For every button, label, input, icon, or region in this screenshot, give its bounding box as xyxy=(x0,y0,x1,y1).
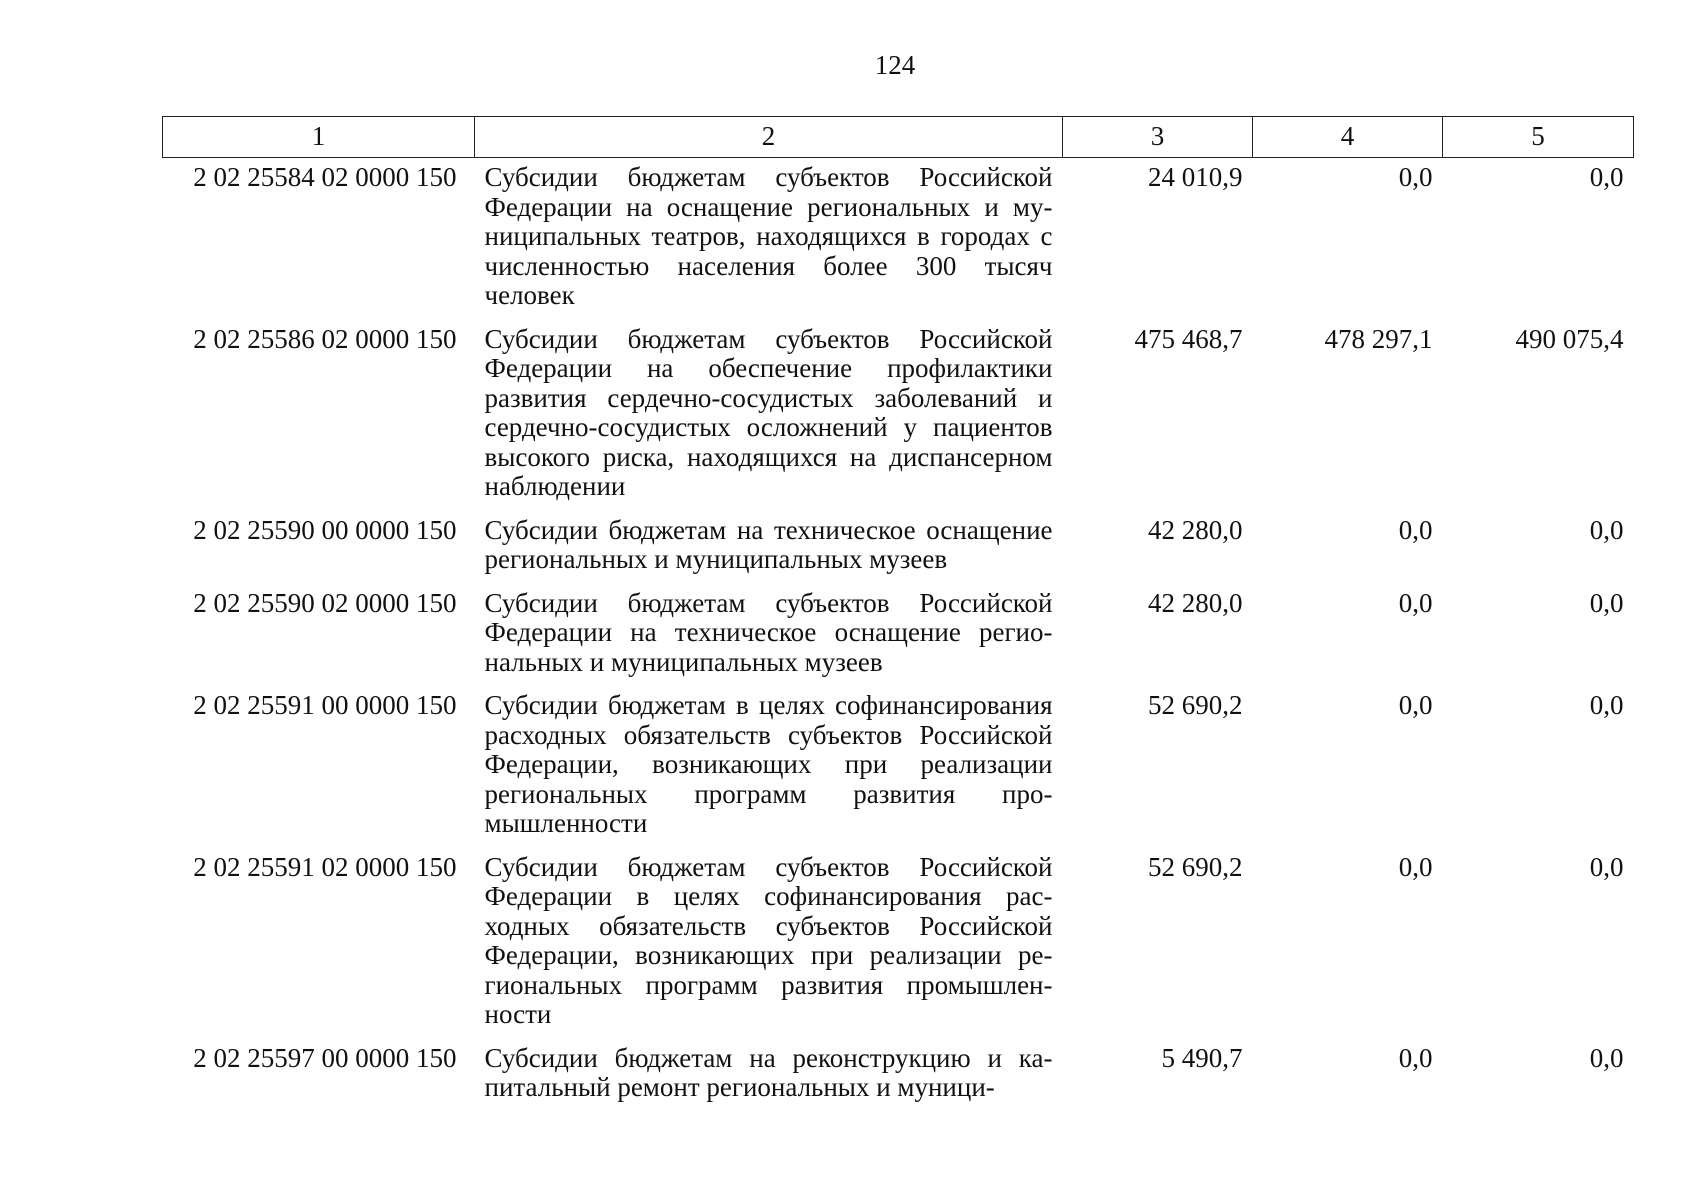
budget-code: 2 02 25584 02 0000 150 xyxy=(193,162,457,192)
amount-col5: 0,0 xyxy=(1589,587,1624,618)
amount-col5: 0,0 xyxy=(1589,162,1624,192)
item-description: Субсидии бюджетам в целях софинансирования расходных обязательств субъектов Российской Федерации, возникающих при реализации региональных программ развития промышленности xyxy=(484,690,1053,838)
table-body xyxy=(163,158,1634,1114)
amount-col3: 475 468,7 xyxy=(1134,323,1243,354)
table-row xyxy=(163,513,1634,586)
item-description: Субсидии бюджетам субъектов Российской Федерации на техническое оснащение региональных и муниципальных музеев xyxy=(484,587,1053,677)
amount-col3: 24 010,9 xyxy=(1148,162,1243,192)
amount-col4: 0,0 xyxy=(1398,162,1433,192)
item-description: Субсидии бюджетам субъектов Российской Федерации в целях софинансирования расходных обязательств субъектов Российской Федерации, возникающих при реализации региональных программ развития промышленности xyxy=(484,851,1053,1029)
column-header-5: 5 xyxy=(1443,117,1634,158)
amount-col3: 42 280,0 xyxy=(1148,514,1243,545)
amount-col3: 5 490,7 xyxy=(1161,1042,1243,1073)
budget-code: 2 02 25597 00 0000 150 xyxy=(193,1042,457,1073)
column-header-1: 1 xyxy=(163,117,475,158)
table-header xyxy=(163,117,1634,158)
header-row xyxy=(163,117,1634,158)
amount-col3: 52 690,2 xyxy=(1148,690,1243,720)
table-row xyxy=(163,688,1634,850)
table-row xyxy=(163,1041,1634,1114)
amount-col4: 478 297,1 xyxy=(1324,323,1433,354)
amount-col5: 0,0 xyxy=(1589,1042,1624,1073)
budget-code: 2 02 25591 00 0000 150 xyxy=(193,690,457,720)
table-row xyxy=(163,850,1634,1041)
budget-code: 2 02 25590 00 0000 150 xyxy=(193,514,457,545)
amount-col4: 0,0 xyxy=(1398,514,1433,545)
budget-code: 2 02 25590 02 0000 150 xyxy=(193,587,457,618)
amount-col5: 0,0 xyxy=(1589,690,1624,720)
item-description: Субсидии бюджетам субъектов Российской Федерации на оснащение региональных и муниципальных театров, находящихся в городах с численностью населения более 300 тысяч человек xyxy=(484,162,1053,310)
amount-col4: 0,0 xyxy=(1398,690,1433,720)
budget-code: 2 02 25591 02 0000 150 xyxy=(193,851,457,882)
budget-code: 2 02 25586 02 0000 150 xyxy=(193,323,457,354)
amount-col5: 490 075,4 xyxy=(1515,323,1624,354)
item-description: Субсидии бюджетам на реконструкцию и капитальный ремонт региональных и муници- xyxy=(484,1042,1053,1102)
amount-col4: 0,0 xyxy=(1398,851,1433,882)
table-row xyxy=(163,158,1634,322)
column-header-2: 2 xyxy=(475,117,1063,158)
column-header-4: 4 xyxy=(1253,117,1443,158)
amount-col5: 0,0 xyxy=(1589,514,1624,545)
budget-table xyxy=(162,116,1634,1114)
item-description: Субсидии бюджетам субъектов Российской Федерации на обеспечение профилактики развития сердечно-сосудистых заболеваний и сердечно-сосудистых осложнений у пациентов высокого риска, находящихся на диспансерном наблюдении xyxy=(484,323,1053,501)
amount-col4: 0,0 xyxy=(1398,1042,1433,1073)
page-number: 124 xyxy=(874,50,916,80)
amount-col4: 0,0 xyxy=(1398,587,1433,618)
column-header-3: 3 xyxy=(1063,117,1253,158)
item-description: Субсидии бюджетам на техническое оснащение региональных и муниципальных музеев xyxy=(484,514,1053,574)
amount-col5: 0,0 xyxy=(1589,851,1624,882)
amount-col3: 52 690,2 xyxy=(1148,851,1243,882)
table-row xyxy=(163,322,1634,513)
table-row xyxy=(163,586,1634,689)
amount-col3: 42 280,0 xyxy=(1148,587,1243,618)
